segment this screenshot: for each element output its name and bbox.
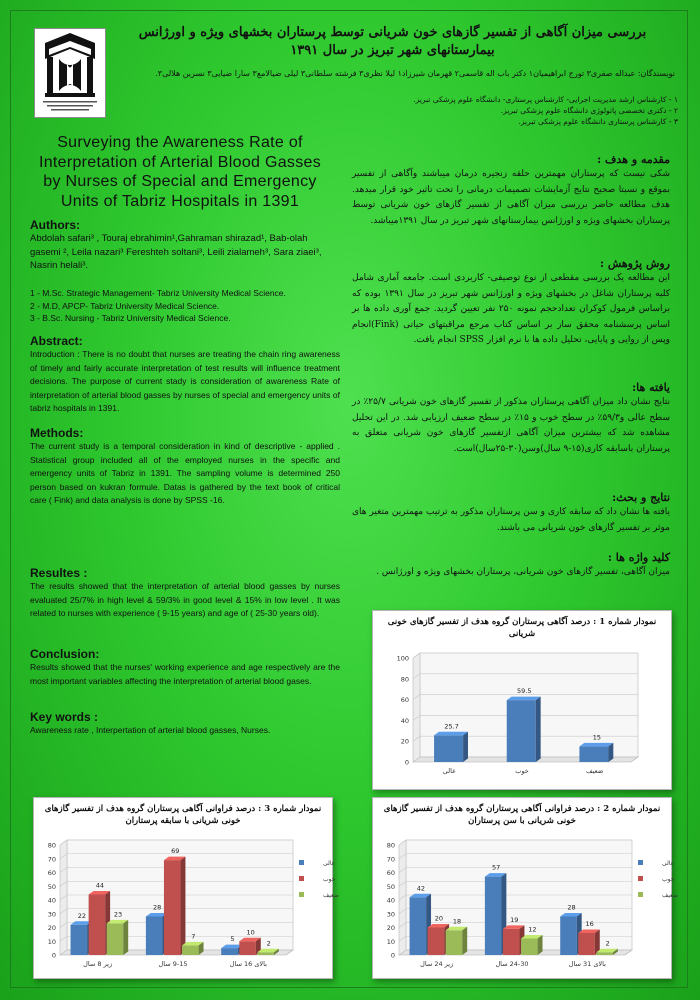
bar-side [463, 732, 468, 762]
x-tick-label: بالای 31 سال [568, 960, 606, 968]
abstract-heading: Abstract: [30, 334, 83, 348]
y-tick-label: 80 [386, 841, 395, 850]
bar [182, 945, 199, 955]
data-label: 7 [191, 932, 196, 941]
y-tick-label: 10 [386, 937, 395, 946]
persian-intro-section [352, 152, 670, 229]
bar [164, 860, 181, 955]
y-tick-label: 80 [400, 675, 409, 684]
bar [521, 939, 538, 956]
english-results-section [30, 566, 340, 621]
legend-swatch [299, 860, 304, 865]
y-tick-label: 40 [386, 896, 395, 905]
bar [578, 933, 595, 955]
data-label: 2 [266, 939, 271, 948]
bar [503, 929, 520, 955]
legend-label: عالی [662, 860, 675, 867]
y-tick-label: 60 [47, 869, 56, 877]
bar [434, 735, 463, 762]
y-tick-label: 70 [47, 855, 56, 864]
chart-3-title: نمودار شماره 3 : درصد فراوانی آگاهی پرستاران گروه هدف از تفسیر گازهای خونی شریانی با سابقه پرستاران [44, 804, 322, 826]
bar-side [462, 927, 467, 955]
chart-awareness-by-experience [33, 797, 340, 979]
bar [221, 948, 238, 955]
results-text: The results showed that the interpretation of arterial blood gasses by nurses evaluated 25/7% in high level & 59/3% in good level & 15% in low level . It was related to nurses with experience ( 9-15 years) and age of ( 25-30 years old). [30, 581, 340, 618]
data-label: 16 [585, 920, 594, 928]
university-emblem-icon [35, 29, 105, 117]
bar [257, 952, 274, 955]
y-tick-label: 50 [47, 882, 56, 891]
chart-3-plot [34, 827, 340, 977]
conclusion-text: Results showed that the nurses' working experience and age respectively are the most important variables affecting the interpretation of arterial blood gases. [30, 662, 340, 686]
bar-side [536, 697, 541, 762]
x-tick-label: ضعیف [585, 767, 604, 775]
data-label: 15 [592, 733, 602, 742]
bar-side [123, 920, 128, 955]
x-tick-label: عالی [442, 767, 456, 775]
data-label: 10 [246, 928, 255, 937]
y-tick-label: 20 [47, 924, 56, 932]
bar [146, 917, 163, 956]
english-abstract-section [30, 334, 340, 416]
chart-awareness-by-age [372, 797, 679, 979]
legend-swatch [638, 892, 643, 897]
bar [239, 941, 256, 955]
data-label: 22 [77, 911, 86, 920]
persian-intro-heading: مقدمه و هدف : [597, 153, 670, 166]
bar [579, 746, 608, 762]
persian-keywords-text: میزان آگاهی، تفسیر گازهای خون شریانی، پرستاران بخشهای ویژه و اورژانس . [376, 567, 670, 577]
y-tick-label: 80 [47, 841, 56, 850]
bar [107, 923, 124, 955]
data-label: 19 [510, 915, 519, 924]
data-label: 59.5 [517, 687, 532, 696]
data-label: 23 [113, 910, 123, 919]
bar-side [538, 935, 543, 955]
y-tick-label: 100 [396, 654, 409, 663]
persian-conclusion-section [352, 490, 670, 536]
data-label: 12 [528, 925, 537, 934]
x-tick-label: 9-15 سال [158, 960, 188, 968]
persian-methods-text: این مطالعه یک بررسی مقطعی از نوع توصیفی- کاربردی است. جامعه آماری شامل کلیه پرستاران شاغل در بخشهای ویژه و اورژانس شهر تبریز در سال ۱۳۹۱ بوده که براساس فرمول کوکران تعدادحجم نمونه ۲۵۰ نفر تعیین گردید. جمع آوری داده ها بر اساس پرسشنامه محقق ساز بر اساس کتاب مرجع مراقبتهای حیاتی (Fink)انجام وپس از روایی و پایایی، تحلیل داده ها با نرم افزار SPSS انجام یافت. [352, 273, 670, 345]
y-tick-label: 30 [386, 910, 395, 919]
legend-swatch [299, 892, 304, 897]
persian-results-section [352, 380, 670, 457]
bar-top [507, 697, 541, 701]
legend-label: خوب [323, 876, 336, 883]
data-label: 69 [171, 847, 180, 856]
bar [596, 952, 613, 955]
data-label: 18 [452, 917, 462, 926]
y-tick-label: 60 [386, 869, 395, 877]
methods-heading: Methods: [30, 426, 84, 440]
bar [485, 877, 502, 955]
chart-1-plot [373, 640, 671, 788]
y-tick-label: 50 [386, 882, 395, 891]
y-tick-label: 10 [47, 937, 56, 946]
data-label: 20 [434, 914, 444, 923]
y-tick-label: 40 [47, 896, 56, 905]
data-label: 28 [153, 903, 162, 912]
chart-2-title: نمودار شماره 2 : درصد فراوانی آگاهی پرستاران گروه هدف از تفسیر گازهای خونی شریانی با سن پرستاران [383, 804, 661, 826]
x-tick-label: 24-30 سال [495, 960, 529, 968]
persian-affiliations [300, 94, 678, 127]
persian-keywords-section [352, 550, 670, 581]
y-tick-label: 20 [400, 737, 409, 746]
persian-affiliation-2: ۲ - دکتری تخصصی پاتولوژی دانشگاه علوم پزشکی تبریز. [500, 106, 678, 115]
y-tick-label: 0 [390, 951, 395, 960]
persian-affiliation-3: ۳ - کارشناس پرستاری دانشگاه علوم پزشکی تبریز. [518, 117, 678, 126]
chart-2-plot [373, 827, 679, 977]
english-title: Surveying the Awareness Rate of Interpretation of Arterial Blood Gasses by Nurses of Special and Emergency Units of Tabriz Hospitals in 1391 [38, 134, 322, 210]
persian-conclusion-heading: نتایج و بحث: [612, 491, 670, 504]
persian-methods-heading: روش پژوهش : [599, 257, 670, 270]
english-affiliation-2: 2 - M.D, APCP- Tabriz University Medical Science. [30, 300, 220, 311]
data-label: 57 [492, 863, 501, 872]
bar [89, 895, 106, 956]
x-tick-label: بالای 16 سال [229, 960, 267, 968]
keywords-text: Awareness rate , Interpertation of arterial blood gasses, Nurses. [30, 725, 271, 735]
chart-1-title: نمودار شماره 1 : درصد آگاهی پرستاران گروه هدف از تفسیر گازهای خونی شریانی [387, 617, 657, 639]
bar-side [181, 857, 186, 955]
methods-text: The current study is a temporal consideration in kind of descriptive - applied . Statistical group included all of the employed nurses in the specific and emergency units of Tabriz in 1391. The sampling volume is determined 250 person based on kukran formule. Datas is gathered by the text book of critical care ( Fink) and data analysis is done by SPSS -16. [30, 441, 340, 505]
legend-swatch [638, 876, 643, 881]
y-tick-label: 60 [400, 696, 409, 705]
english-conclusion-section [30, 647, 340, 688]
legend-label: عالی [323, 860, 336, 867]
y-tick-label: 40 [400, 716, 409, 725]
x-tick-label: خوب [515, 767, 529, 775]
persian-title: بررسی میزان آگاهی از تفسیر گازهای خون شریانی توسط پرستاران بخشهای ویژه و اورژانس بیمارستانهای شهر تبریز در سال ۱۳۹۱ [138, 25, 647, 58]
data-label: 42 [416, 884, 425, 893]
persian-results-heading: یافته ها: [632, 381, 670, 394]
persian-keywords-heading: کلید واژه ها : [607, 551, 670, 564]
data-label: 2 [605, 939, 610, 948]
y-tick-label: 70 [386, 855, 395, 864]
authors-text: Abdolah safari³ , Touraj ebrahimin¹,Gahraman shirazad¹, Bab-olah gasemi ², Leila nazari³ Fereshteh soltani³, Leili zialameh³, Sara ziaei³, Nasrin helali³. [30, 233, 322, 271]
persian-conclusion-text: یافته ها نشان داد که سابقه کاری و سن پرستاران مذکور به ترتیب مهمترین متغیر های موثر بر تفسیر گازهای خون شریانی می باشند. [352, 507, 670, 533]
abstract-text: Introduction : There is no doubt that nurses are treating the chain ring awareness of timely and fairly accurate interpretation of test results will influence treatment decisions. The purpose of current stady is consideration of awareness Rate of interpretation of arterial blood gasses by nurses of special and emergency units of tabriz hospitals in 1391. [30, 349, 340, 413]
bar-top [434, 732, 468, 736]
y-tick-label: 0 [404, 758, 409, 767]
data-label: 25.7 [444, 722, 459, 731]
legend-swatch [299, 876, 304, 881]
english-keywords-section [30, 710, 340, 738]
persian-methods-section [352, 256, 670, 349]
chart-awareness-levels [372, 610, 672, 790]
english-authors-section [30, 218, 340, 273]
y-tick-label: 30 [47, 910, 56, 919]
persian-results-text: نتایج نشان داد میزان آگاهی پرستاران مذکور از تفسیر گازهای خون شریانی ۲۵/۷٪ در سطح عالی و۵۹/۳٪ در سطح خوب و ۱۵٪ در سطح ضعیف ارزیابی شد. در این تحلیل مشاهده شد که بیشترین میزان آگاهی ازتفسیر گازهای خون شریانی متعلق به پرستاران باسابقه کاری(۱۵-۹ سال)وسن(۳۰-۲۵سال)است. [352, 397, 670, 454]
legend-label: خوب [662, 876, 675, 883]
results-heading: Resultes : [30, 566, 88, 580]
persian-affiliation-1: ۱ - کارشناس ارشد مدیریت اجرایی- کارشناس پرستاری- دانشگاه علوم پزشکی تبریز. [413, 95, 678, 104]
university-logo [34, 28, 106, 118]
english-methods-section [30, 426, 340, 508]
chart-side-wall [413, 653, 420, 762]
bar [71, 925, 88, 955]
legend-label: ضعیف [323, 892, 340, 899]
persian-intro-text: شکی نیست که پرستاران مهمترین حلقه زنجیره درمان میباشند وآگاهی از تفسیر بموقع و نسبتا صحیح نتایج آزمایشات تصمیمات درمانی را تحت تاثیر خود قرار میدهد. هدف مطالعه حاضر بررسی میزان آگاهی از تفسیر گازهای خون شریانی توسط پرستاران بخشهای ویژه و اورژانس بیمارستانهای شهر تبریز در سال ۱۳۹۱میباشد. [352, 169, 670, 226]
data-label: 28 [567, 903, 576, 912]
authors-heading: Authors: [30, 218, 80, 232]
y-tick-label: 0 [51, 951, 56, 960]
persian-authors: نویسندگان: عبداله صفری۳ تورج ابراهیمیان۱ دکتر باب اله قاسمی۲ قهرمان شیرزاد۱ لیلا نظری۳ فرشته سلطانی۳ لیلی ضیالامع۳ سارا ضیایی۳ نسرین هلالی۳. [155, 69, 675, 78]
legend-label: ضعیف [662, 892, 679, 899]
legend-swatch [638, 860, 643, 865]
english-affiliation-3: 3 - B.Sc. Nursing - Tabriz University Medical Science. [30, 313, 231, 323]
x-tick-label: زیر 8 سال [83, 960, 113, 968]
bar [560, 917, 577, 956]
english-affiliations [30, 287, 340, 325]
bar [507, 700, 536, 762]
keywords-heading: Key words : [30, 710, 99, 724]
bar [410, 897, 427, 955]
x-tick-label: زیر 24 سال [420, 960, 454, 968]
bar-top [579, 743, 613, 747]
bar [428, 928, 445, 956]
bar [446, 930, 463, 955]
english-affiliation-1: 1 - M.Sc. Strategic Management- Tabriz University Medical Science. [30, 288, 286, 298]
data-label: 44 [95, 881, 105, 890]
y-tick-label: 20 [386, 924, 395, 932]
data-label: 5 [230, 935, 235, 944]
conclusion-heading: Conclusion: [30, 647, 100, 661]
